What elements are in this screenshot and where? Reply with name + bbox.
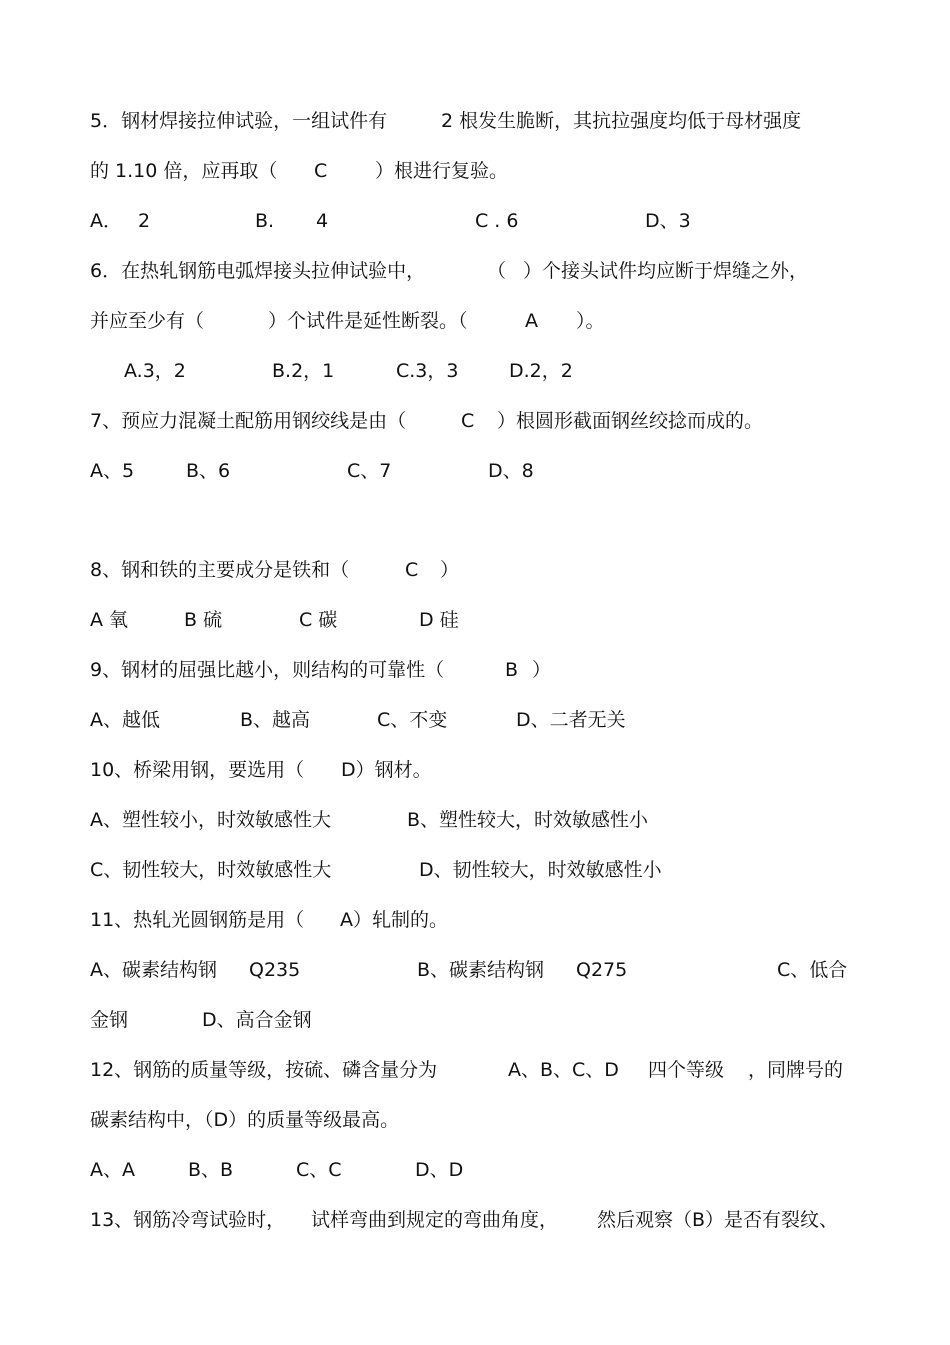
q9-option-d: D、二者无关 (516, 709, 626, 731)
q5-answer: C (314, 160, 328, 182)
q12-stem-line-1 (0, 1055, 950, 1085)
q11-stem-line-1 (0, 905, 950, 935)
q6-stem-text: 6．在热轧钢筋电弧焊接头拉伸试验中， (90, 260, 426, 282)
q6-option-b: B.2，1 (272, 360, 335, 382)
q9-option-c: C、不变 (377, 709, 448, 731)
q6-stem-line-1 (0, 256, 950, 286)
q11-stem-text: 11、热轧光圆钢筋是用（ (90, 909, 305, 931)
q7-option-b: B、6 (186, 460, 231, 482)
q6-answer: A (525, 310, 538, 332)
q12-option-d: D、D (415, 1159, 464, 1181)
q7-stem-text: 7、预应力混凝土配筋用钢绞线是由（ (90, 410, 407, 432)
q8-answer: C (405, 559, 419, 581)
q5-stem-text: ）根进行复验。 (375, 160, 509, 182)
q11-option-c-cont: 金钢 (90, 1009, 129, 1031)
q13-stem-text: 然后观察（B）是否有裂纹、 (597, 1209, 839, 1231)
q8-option-a: A 氧 (90, 609, 129, 631)
q13-stem-text: 试样弯曲到规定的弯曲角度， (311, 1209, 559, 1231)
q10-option-c: C、韧性较大，时效敏感性大 (90, 859, 332, 881)
q8-options (0, 605, 950, 635)
q11-option-a-grade: Q235 (249, 959, 301, 981)
q8-stem-line-1 (0, 555, 950, 585)
q9-stem-text: 9、钢材的屈强比越小，则结构的可靠性（ (90, 659, 445, 681)
q9-option-b: B、越高 (240, 709, 311, 731)
q7-option-d: D、8 (488, 460, 534, 482)
q5-option-d: D、3 (645, 210, 691, 232)
q10-stem-text: 10、桥梁用钢，要选用（ (90, 759, 305, 781)
q5-option-label: A． (90, 210, 122, 232)
q13-stem-line-1 (0, 1205, 950, 1235)
q5-option-label: B. (255, 210, 275, 232)
q5-stem-text: 的 1.10 倍，应再取（ (90, 160, 278, 182)
q12-option-c: C、C (296, 1159, 342, 1181)
q10-options-row-2 (0, 855, 950, 885)
q9-options (0, 705, 950, 735)
q6-stem-text: （ (487, 260, 507, 282)
q6-stem-text: ）个接头试件均应断于焊缝之外， (523, 260, 809, 282)
q8-option-b: B 硫 (184, 609, 223, 631)
q5-option-a: 2 (138, 210, 151, 232)
q8-stem-text: ） (440, 559, 460, 581)
q7-options (0, 456, 950, 486)
q6-option-d: D.2，2 (509, 360, 573, 382)
q5-option-c: C . 6 (475, 210, 519, 232)
q12-stem-line-2 (0, 1105, 950, 1135)
q8-option-d: D 硅 (419, 609, 459, 631)
q7-stem-line-1 (0, 406, 950, 436)
q9-stem-text: ） (532, 659, 552, 681)
q6-stem-text: ）个试件是延性断裂。（ (268, 310, 468, 332)
q8-stem-text: 8、钢和铁的主要成分是铁和（ (90, 559, 350, 581)
q11-option-a: A、碳素结构钢 (90, 959, 217, 981)
q12-stem-text: 碳素结构中，（D）的质量等级最高。 (90, 1109, 400, 1131)
q10-stem-line-1 (0, 755, 950, 785)
q12-option-a: A、A (90, 1159, 135, 1181)
q12-stem-text: ，同牌号的 (748, 1059, 844, 1081)
q6-option-c: C.3，3 (396, 360, 459, 382)
q13-stem-text: 13、钢筋冷弯试验时， (90, 1209, 286, 1231)
q10-option-d: D、韧性较大，时效敏感性小 (419, 859, 662, 881)
q6-stem-line-2 (0, 306, 950, 336)
q12-option-b: B、B (188, 1159, 234, 1181)
q7-answer: C (461, 410, 475, 432)
q5-stem-line-1 (0, 106, 950, 136)
q12-stem-text: A、B、C、D (508, 1059, 619, 1081)
q10-option-a: A、塑性较小，时效敏感性大 (90, 809, 331, 831)
q11-stem-text: A）轧制的。 (340, 909, 448, 931)
q10-option-b: B、塑性较大，时效敏感性小 (407, 809, 649, 831)
q10-stem-text: D）钢材。 (341, 759, 432, 781)
q12-stem-text: 12、钢筋的质量等级，按硫、磷含量分为 (90, 1059, 438, 1081)
q7-option-a: A、5 (90, 460, 135, 482)
q11-option-c: C、低合 (777, 959, 848, 981)
q11-options-row-2 (0, 1005, 950, 1035)
q9-stem-line-1 (0, 655, 950, 685)
q11-option-b-grade: Q275 (576, 959, 628, 981)
q12-stem-text: 四个等级 (648, 1059, 725, 1081)
q11-option-d: D、高合金钢 (202, 1009, 312, 1031)
q9-answer: B (505, 659, 519, 681)
q7-stem-text: ）根圆形截面钢丝绞捻而成的。 (497, 410, 764, 432)
q5-stem-text: 2 根发生脆断，其抗拉强度均低于母材强度 (441, 110, 802, 132)
q9-option-a: A、越低 (90, 709, 160, 731)
q6-stem-text: 并应至少有（ (90, 310, 205, 332)
q6-stem-text: ）。 (576, 310, 605, 332)
q12-options (0, 1155, 950, 1185)
q5-option-b: 4 (316, 210, 329, 232)
q7-option-c: C、7 (347, 460, 392, 482)
q5-stem-text: 5．钢材焊接拉伸试验，一组试件有 (90, 110, 388, 132)
q6-option-a: A.3，2 (124, 360, 186, 382)
q5-options (0, 206, 950, 236)
q11-option-b: B、碳素结构钢 (417, 959, 545, 981)
q5-stem-line-2 (0, 156, 950, 186)
q10-options-row-1 (0, 805, 950, 835)
q8-option-c: C 碳 (299, 609, 338, 631)
q11-options-row-1 (0, 955, 950, 985)
q6-options (0, 356, 950, 386)
